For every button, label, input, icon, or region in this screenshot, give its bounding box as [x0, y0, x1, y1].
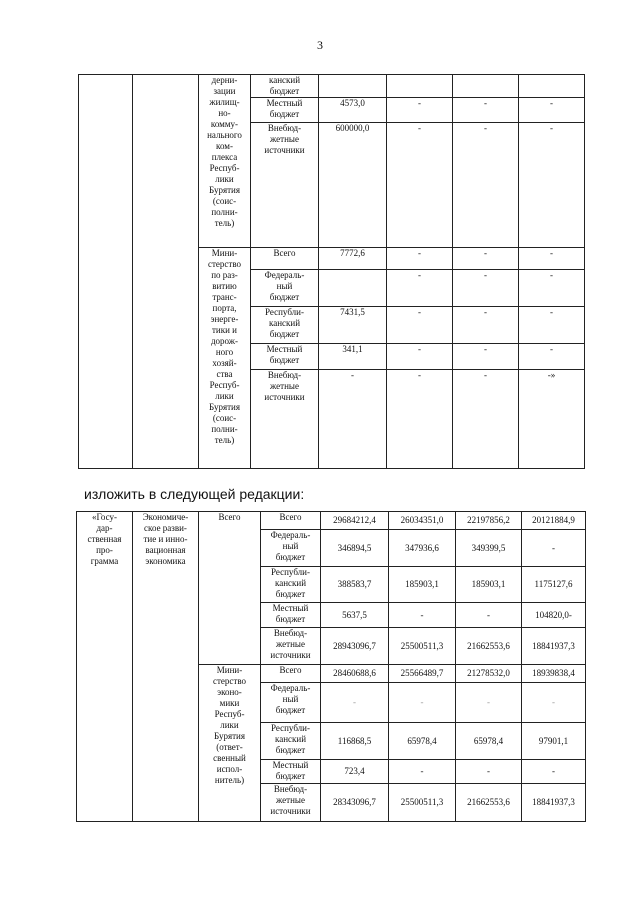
value-cell	[519, 75, 585, 98]
value-cell: -	[453, 370, 519, 469]
value-cell: -	[387, 123, 453, 248]
value-cell: -	[387, 270, 453, 307]
source-cell: Федераль- ный бюджет	[261, 530, 321, 567]
value-cell	[319, 75, 387, 98]
value-cell: -	[389, 683, 456, 723]
value-cell: 29684212,4	[321, 512, 389, 530]
value-cell: 349399,5	[456, 530, 522, 567]
amendment-caption: изложить в следующей редакции:	[84, 486, 305, 502]
value-cell: -	[519, 123, 585, 248]
value-cell: -	[522, 530, 586, 567]
program-cell	[79, 75, 133, 469]
value-cell: 65978,4	[456, 723, 522, 760]
source-cell: Республи- канский бюджет	[261, 567, 321, 603]
value-cell: 21662553,6	[456, 784, 522, 822]
value-cell: 341,1	[319, 344, 387, 370]
program-cell: «Госу- дар- ственная про- грамма	[77, 512, 133, 822]
value-cell: -	[319, 370, 387, 469]
value-cell: -	[387, 370, 453, 469]
value-cell: 7431,5	[319, 307, 387, 344]
value-cell: -	[389, 760, 456, 784]
program-name-cell	[133, 75, 199, 469]
value-cell	[453, 75, 519, 98]
executor-cell: дерни- зации жилищ- но- комму- нального ком- плекса Респуб- лики Бурятия (соис- полни- тель)	[199, 75, 251, 248]
value-cell: -	[522, 683, 586, 723]
value-cell: 388583,7	[321, 567, 389, 603]
value-cell: -	[387, 344, 453, 370]
value-cell: -	[519, 344, 585, 370]
budget-table-old	[78, 74, 585, 469]
value-cell: 65978,4	[389, 723, 456, 760]
source-cell: Республи- канский бюджет	[261, 723, 321, 760]
value-cell: 18939838,4	[522, 665, 586, 683]
source-cell: Федераль- ный бюджет	[261, 683, 321, 723]
source-cell: Внебюд- жетные источники	[251, 123, 319, 248]
source-cell: Местный бюджет	[251, 344, 319, 370]
value-cell: 347936,6	[389, 530, 456, 567]
source-cell: Внебюд- жетные источники	[261, 628, 321, 665]
source-cell: Федераль- ный бюджет	[251, 270, 319, 307]
source-cell: Всего	[261, 665, 321, 683]
value-cell: -	[453, 123, 519, 248]
value-cell: 185903,1	[456, 567, 522, 603]
value-cell: 600000,0	[319, 123, 387, 248]
source-cell: Всего	[261, 512, 321, 530]
executor-cell: Всего	[199, 512, 261, 665]
executor-cell: Мини- стерство эконо- мики Респуб- лики Бурятия (ответ- свенный испол- нитель)	[199, 665, 261, 822]
value-cell: 116868,5	[321, 723, 389, 760]
value-cell: -	[387, 307, 453, 344]
source-cell: Внебюд- жетные источники	[251, 370, 319, 469]
executor-cell: Мини- стерство по раз- витию транс- порта, энерге- тики и дорож- ного хозяй- ства Респуб- лики Бурятия (соис- полни- тель)	[199, 248, 251, 469]
value-cell: -	[453, 307, 519, 344]
value-cell: 21278532,0	[456, 665, 522, 683]
value-cell: -	[453, 270, 519, 307]
value-cell: 723,4	[321, 760, 389, 784]
value-cell: 346894,5	[321, 530, 389, 567]
value-cell: 18841937,3	[522, 784, 586, 822]
value-cell: 25566489,7	[389, 665, 456, 683]
value-cell: -	[456, 683, 522, 723]
value-cell: -»	[519, 370, 585, 469]
value-cell: 26034351,0	[389, 512, 456, 530]
value-cell: 18841937,3	[522, 628, 586, 665]
value-cell: 25500511,3	[389, 628, 456, 665]
value-cell: 5637,5	[321, 603, 389, 628]
value-cell: -	[456, 760, 522, 784]
value-cell: -	[456, 603, 522, 628]
source-cell: Местный бюджет	[251, 98, 319, 123]
value-cell: -	[519, 270, 585, 307]
value-cell: 185903,1	[389, 567, 456, 603]
value-cell: -	[321, 683, 389, 723]
value-cell	[319, 270, 387, 307]
value-cell: 97901,1	[522, 723, 586, 760]
value-cell: -	[519, 307, 585, 344]
value-cell: 4573,0	[319, 98, 387, 123]
value-cell: 104820,0-	[522, 603, 586, 628]
page-number: 3	[317, 38, 323, 52]
value-cell	[387, 75, 453, 98]
source-cell: Республи- канский бюджет	[251, 307, 319, 344]
value-cell: -	[453, 248, 519, 270]
value-cell: -	[519, 248, 585, 270]
source-cell: Местный бюджет	[261, 603, 321, 628]
value-cell: 1175127,6	[522, 567, 586, 603]
source-cell: Всего	[251, 248, 319, 270]
value-cell: 7772,6	[319, 248, 387, 270]
value-cell: -	[453, 98, 519, 123]
budget-table-new	[76, 511, 586, 822]
value-cell: -	[522, 760, 586, 784]
value-cell: -	[387, 248, 453, 270]
value-cell: 25500511,3	[389, 784, 456, 822]
source-cell: Внебюд- жетные источники	[261, 784, 321, 822]
value-cell: 20121884,9	[522, 512, 586, 530]
value-cell: -	[389, 603, 456, 628]
source-cell: канский бюджет	[251, 75, 319, 98]
value-cell: -	[519, 98, 585, 123]
value-cell: 28343096,7	[321, 784, 389, 822]
value-cell: -	[387, 98, 453, 123]
value-cell: 28460688,6	[321, 665, 389, 683]
program-name-cell: Экономиче- ское разви- тие и инно- вационная экономика	[133, 512, 199, 822]
value-cell: 28943096,7	[321, 628, 389, 665]
value-cell: -	[453, 344, 519, 370]
source-cell: Местный бюджет	[261, 760, 321, 784]
value-cell: 22197856,2	[456, 512, 522, 530]
value-cell: 21662553,6	[456, 628, 522, 665]
